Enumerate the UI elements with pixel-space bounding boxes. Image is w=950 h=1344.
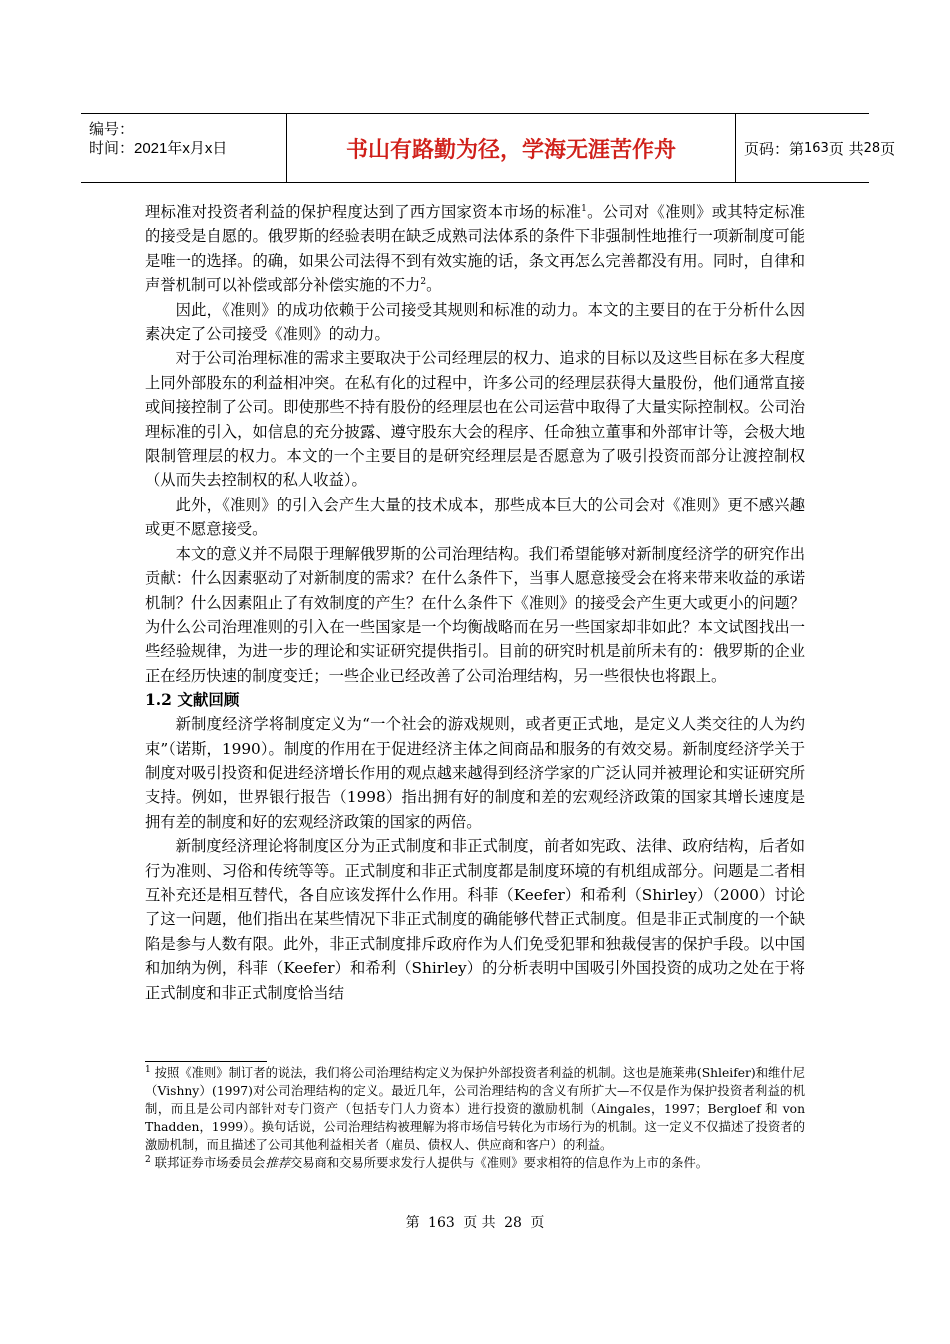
page-header [81, 113, 896, 183]
paragraph-5: 本文的意义并不局限于理解俄罗斯的公司治理结构。我们希望能够对新制度经济学的研究作出贡献：什么因素驱动了对新制度的需求？在什么条件下，当事人愿意接受会在将来带来收益的承诺机制？什么因素阻止了有效制度的产生？在什么条件下《准则》的接受会产生更大或更小的问题？为什么公司治理准则的引入在一些国家是一个均衡战略而在另一些国家却非如此？本文试图找出一些经验规律，为进一步的理论和实证研究提供指引。目前的研究时机是前所未有的：俄罗斯的企业正在经历快速的制度变迁；一些企业已经改善了公司治理结构，另一些很快也将跟上。 [145, 544, 805, 685]
paragraph-3: 对于公司治理标准的需求主要取决于公司经理层的权力、追求的目标以及这些目标在多大程度上同外部股东的利益相冲突。在私有化的过程中，许多公司的经理层获得大量股份，他们通常直接或间接控制了公司。即使那些不持有股份的经理层也在公司运营中取得了大量实际控制权。公司治理标准的引入，如信息的充分披露、遵守股东大会的程序、任命独立董事和外部审计等，会极大地限制管理层的权力。本文的一个主要目的是研究经理层是否愿意为了吸引投资而部分让渡控制权（从而失去控制权的私人收益）。 [145, 349, 805, 490]
page-footer [0, 1212, 950, 1232]
header-page-total: 28 [863, 140, 881, 156]
footer-prefix: 第 [405, 1215, 420, 1231]
footnotes [145, 1064, 805, 1172]
footer-suffix: 页 [530, 1215, 545, 1231]
paragraph-7: 新制度经济理论将制度区分为正式制度和非正式制度，前者如宪政、法律、政府结构，后者如行为准则、习俗和传统等等。正式制度和非正式制度都是制度环境的有机组成部分。问题是二者相互补充还是相互替代，各自应该发挥什么作用。科菲（Keefer）和希利（Shirley）（2000）讨论了这一问题，他们指出在某些情况下非正式制度的确能够代替正式制度。但是非正式制度的一个缺陷是参与人数有限。此外，非正式制度排斥政府作为人们免受犯罪和独裁侵害的保护手段。以中国和加纳为例，科菲（Keefer）和希利（Shirley）的分析表明中国吸引外国投资的成功之处在于将正式制度和非正式制度恰当结 [145, 837, 805, 1002]
footer-page-number: 163 [428, 1215, 455, 1231]
header-page-number: 163 [804, 140, 829, 156]
paragraph-2: 因此，《准则》的成功依赖于公司接受其规则和标准的动力。本文的主要目的在于分析什么因素决定了公司接受《准则》的动力。 [145, 300, 805, 344]
header-page-suffix: 页 [880, 139, 896, 158]
document-body [145, 200, 805, 1005]
footnote-ref-1[interactable]: 1 [581, 203, 587, 214]
header-page-mid: 页 共 [828, 139, 864, 158]
footer-page-total: 28 [504, 1215, 522, 1231]
document-time-label: 时间：2021年x月x日 [89, 140, 228, 157]
section-heading: 1.2 文献回顾 [145, 690, 240, 710]
paragraph-6: 新制度经济学将制度定义为“一个社会的游戏规则，或者更正式地，是定义人类交往的人为约束”（诺斯，1990）。制度的作用在于促进经济主体之间商品和服务的有效交易。新制度经济学关于制度对吸引投资和促进经济增长作用的观点越来越得到经济学家的广泛认同并被理论和实证研究所支持。例如，世界银行报告（1998）指出拥有好的制度和差的宏观经济政策的国家其增长速度是拥有差的制度和好的宏观经济政策的国家的两倍。 [145, 715, 805, 831]
header-meta [81, 114, 286, 182]
footnote-2: $^2$ 联邦证券市场委员会推荐交易商和交易所要求发行人提供与《准则》要求相符的信息作为上市的条件。 [145, 1154, 709, 1170]
header-page-info [734, 114, 896, 182]
footer-mid: 页 共 [463, 1215, 496, 1231]
document-number-label: 编号： [89, 121, 135, 138]
paragraph-1: 理标准对投资者利益的保护程度达到了西方国家资本市场的标准$^1$。公司对《准则》或其特定标准的接受是自愿的。俄罗斯的经验表明在缺乏成熟司法体系的条件下非强制性地推行一项新制度可能是唯一的选择。的确，如果公司法得不到有效实施的话，条文再怎么完善都没有用。同时，自律和声誉机制可以补偿或部分补偿实施的不力$^2$。 [145, 203, 805, 295]
header-page-prefix: 页码：第 [744, 139, 805, 158]
header-motto: 书山有路勤为径，学海无涯苦作舟 [286, 114, 736, 182]
footnote-ref-2[interactable]: 2 [420, 277, 427, 288]
paragraph-4: 此外，《准则》的引入会产生大量的技术成本，那些成本巨大的公司会对《准则》更不感兴趣或更不愿意接受。 [145, 495, 805, 539]
footnote-divider [145, 1061, 267, 1062]
footnote-1: $^1$ 按照《准则》制订者的说法，我们将公司治理结构定义为保护外部投资者利益的机制。这也是施莱弗(Shleifer)和维什尼（Vishny）(1997)对公司治理结构的定义。最近几年，公司治理结构的含义有所扩大—不仅是作为保护投资者利益的机制，而且是公司内部针对专门资产（包括专门人力资本）进行投资的激励机制（Aingales，1997；Bergloef 和 von Thadden，1999）。换句话说，公司治理结构被理解为将市场信号转化为市场行为的机制。这一定义不仅描述了投资者的激励机制，而且描述了公司其他利益相关者（雇员、债权人、供应商和客户）的利益。 [145, 1064, 805, 1152]
